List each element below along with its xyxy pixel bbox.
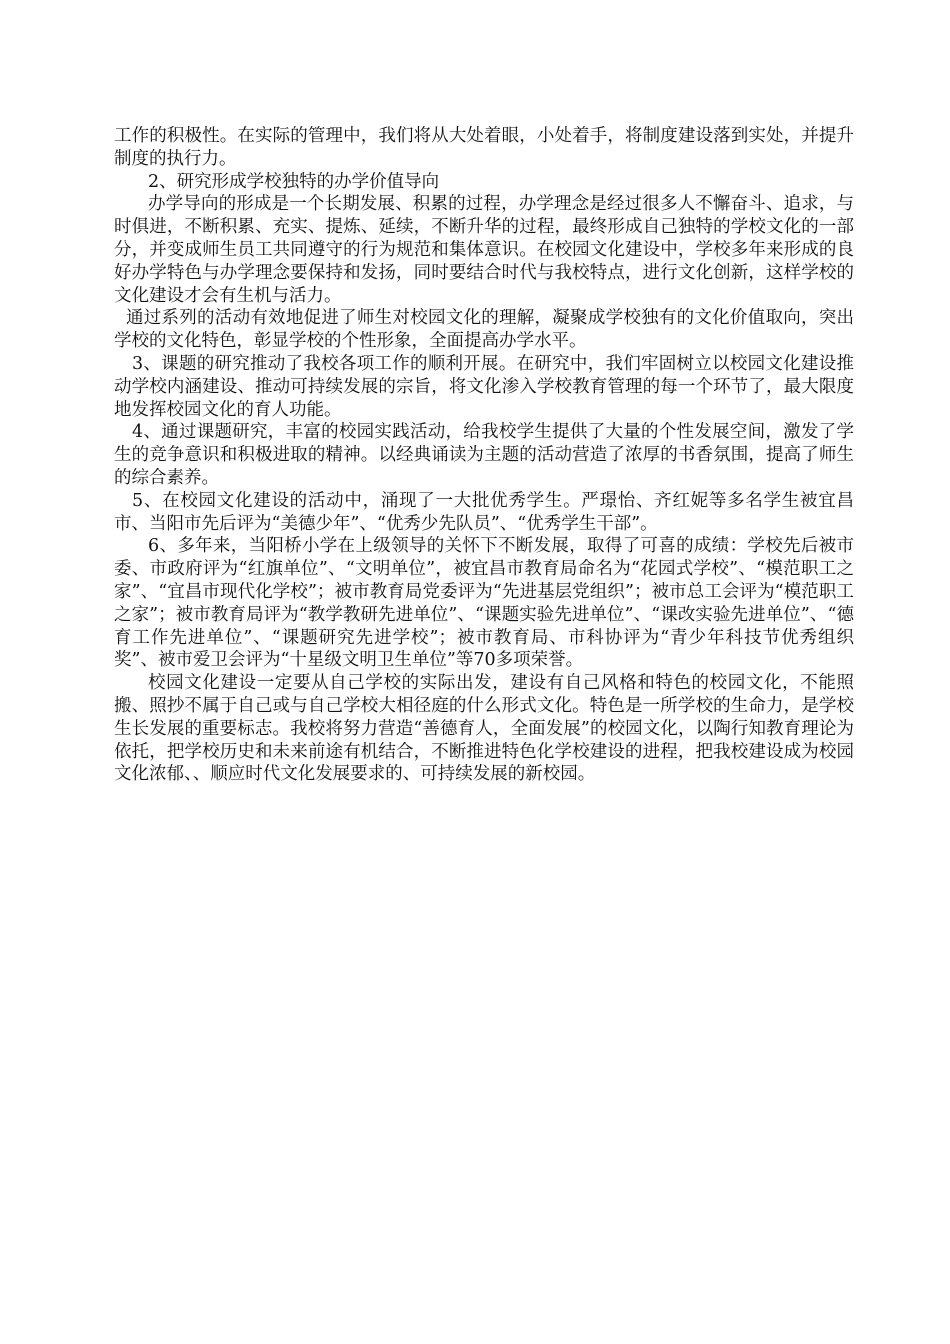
document-body (114, 125, 854, 786)
paragraph-item-3: 3、课题的研究推动了我校各项工作的顺利开展。在研究中，我们牢固树立以校园文化建设推动学校内涵建设、推动可持续发展的宗旨，将文化渗入学校教育管理的每一个环节了，最大限度地发挥校园文化的育人功能。 (114, 353, 854, 420)
paragraph-conclusion: 校园文化建设一定要从自己学校的实际出发，建设有自己风格和特色的校园文化，不能照搬、照抄不属于自己或与自己学校大相径庭的什么形式文化。特色是一所学校的生命力，是学校生长发展的重要标志。我校将努力营造“善德育人，全面发展”的校园文化，以陶行知教育理论为依托，把学校历史和未来前途有机结合，不断推进特色化学校建设的进程，把我校建设成为校园文化浓郁、、顺应时代文化发展要求的、可持续发展的新校园。 (114, 673, 854, 785)
section-heading-values: 2、研究形成学校独特的办学价值导向 (148, 171, 440, 192)
paragraph-orientation: 办学导向的形成是一个长期发展、积累的过程，办学理念是经过很多人不懈奋斗、追求，与时俱进，不断积累、充实、提炼、延续，不断升华的过程，最终形成自己独特的学校文化的一部分，并变成师生员工共同遵守的行为规范和集体意识。在校园文化建设中，学校多年来形成的良好办学特色与办学理念要保持和发扬，同时要结合时代与我校特点，进行文化创新，这样学校的文化建设才会有生机与活力。 (114, 194, 854, 306)
paragraph-management: 工作的积极性。在实际的管理中，我们将从大处着眼，小处着手，将制度建设落到实处，并提升制度的执行力。 (114, 126, 854, 169)
paragraph-item-4: 4、通过课题研究，丰富的校园实践活动，给我校学生提供了大量的个性发展空间，激发了学生的竞争意识和积极进取的精神。以经典诵读为主题的活动营造了浓厚的书香氛围，提高了师生的综合素养。 (114, 422, 854, 488)
paragraph-activities: 通过系列的活动有效地促进了师生对校园文化的理解，凝聚成学校独有的文化价值取向，突出学校的文化特色，彰显学校的个性形象，全面提高办学水平。 (114, 308, 854, 352)
paragraph-item-6: 6、多年来，当阳桥小学在上级领导的关怀下不断发展，取得了可喜的成绩：学校先后被市委、市政府评为“红旗单位”、“文明单位”，被宜昌市教育局命名为“花园式学校”、“模范职工之家”、“宜昌市现代化学校”；被市教育局党委评为“先进基层党组织”；被市总工会评为“模范职工之家”；被市教育局评为“教学教研先进单位”、“课题实验先进单位”、“课改实验先进单位”、“德育工作先进单位”、“课题研究先进学校”；被市教育局、市科协评为“青少年科技节优秀组织奖”、被市爱卫会评为“十星级文明卫生单位”等70多项荣誉。 (114, 536, 854, 671)
paragraph-item-5: 5、在校园文化建设的活动中，涌现了一大批优秀学生。严璟怡、齐红妮等多名学生被宜昌市、当阳市先后评为“美德少年”、“优秀少先队员”、“优秀学生干部”。 (114, 490, 854, 534)
